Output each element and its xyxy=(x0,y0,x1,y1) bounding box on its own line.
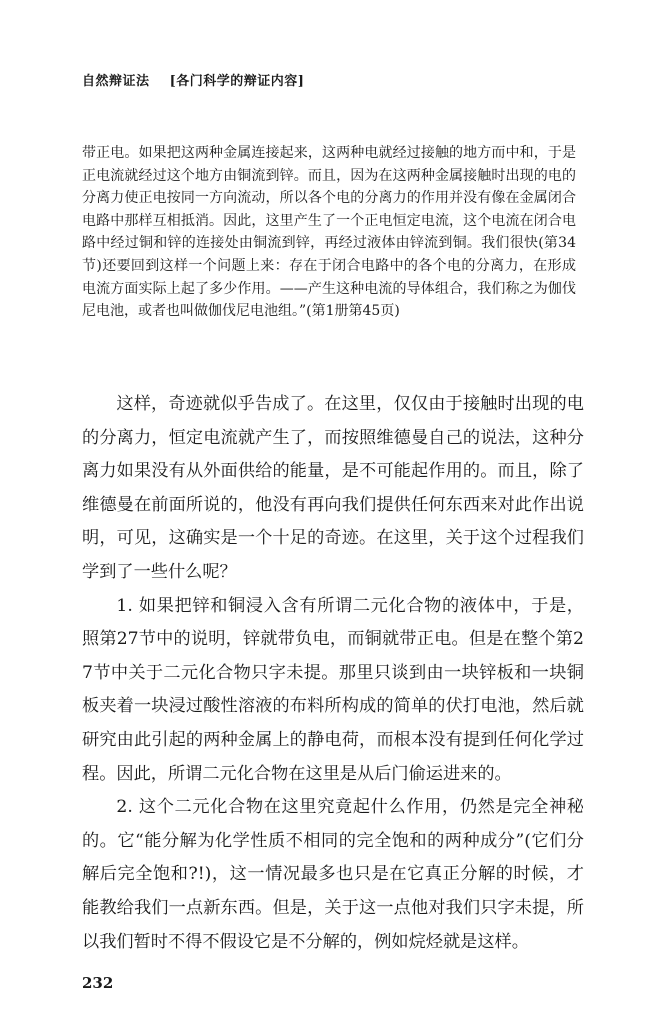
running-head xyxy=(82,70,304,89)
page-number: 232 xyxy=(82,974,114,992)
section-title: [各门科学的辩证内容] xyxy=(169,74,305,89)
paragraph: 1. 如果把锌和铜浸入含有所谓二元化合物的液体中，于是，照第27节中的说明，锌就带负电，而铜就带正电。但是在整个第27节中关于二元化合物只字未提。那里只谈到由一块锌板和一块铜板夹着一块浸过酸性溶液的布料所构成的简单的伏打电池，然后就研究由此引起的两种金属上的静电荷，而根本没有提到任何化学过程。因此，所谓二元化合物在这里是从后门偷运进来的。 xyxy=(82,595,584,784)
paragraph: 2. 这个二元化合物在这里究竟起什么作用，仍然是完全神秘的。它“能分解为化学性质不相同的完全饱和的两种成分”(它们分解后完全饱和?!)，这一情况最多也只是在它真正分解的时候，才能教给我们一点新东西。但是，关于这一点他对我们只字未提，所以我们暂时不得不假设它是不分解的，例如烷烃就是这样。 xyxy=(82,797,584,952)
body-text xyxy=(82,388,584,959)
paragraph: 这样，奇迹就似乎告成了。在这里，仅仅由于接触时出现的电的分离力，恒定电流就产生了，而按照维德曼自己的说法，这种分离力如果没有从外面供给的能量，是不可能起作用的。而且，除了维德曼在前面所说的，他没有再向我们提供任何东西来对此作出说明，可见，这确实是一个十足的奇迹。在这里，关于这个过程我们学到了一些什么呢？ xyxy=(82,394,584,582)
book-title: 自然辩证法 xyxy=(82,74,150,89)
quote-block: 带正电。如果把这两种金属连接起来，这两种电就经过接触的地方而中和，于是正电流就经过这个地方由铜流到锌。而且，因为在这两种金属接触时出现的电的分离力使正电按同一方向流动，所以各个电的分离力的作用并没有像在金属闭合电路中那样互相抵消。因此，这里产生了一个正电恒定电流，这个电流在闭合电路中经过铜和锌的连接处由铜流到锌，再经过液体由锌流到铜。我们很快(第34节)还要回到这样一个问题上来：存在于闭合电路中的各个电的分离力，在形成电流方面实际上起了多少作用。——产生这种电流的导体组合，我们称之为伽伐尼电池，或者也叫做伽伐尼电池组。”(第1册第45页) xyxy=(82,145,576,320)
